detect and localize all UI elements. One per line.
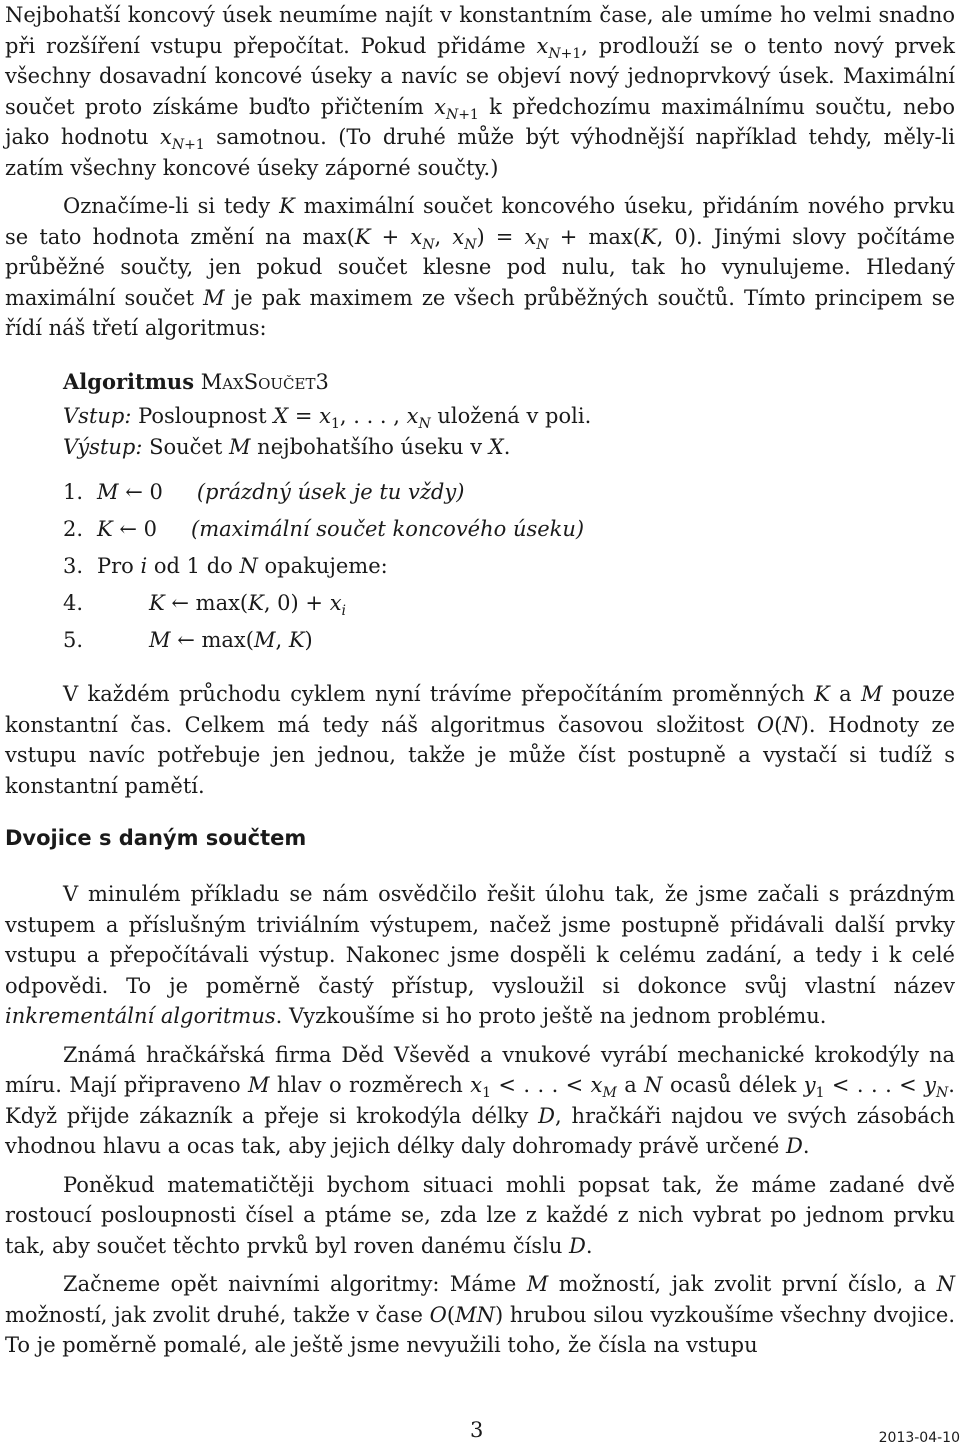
document-date: 2013-04-10 [878,1430,960,1446]
paragraph: V minulém příkladu se nám osvědčilo řešit úlohu tak, že jsme začali s prázdným vstupem a příslušným triviálním výstupem, načež jsme postupně přidávali další prvky vstupu a přepočítávali výstup. Nakonec jsme dospěli k celému zadání, a tedy i k celé odpovědi. To je poměrně častý přístup, vysloužil si dokonce svůj vlastní název inkrementální algoritmus. Vyzkoušíme si ho proto ještě na jednom problému. [5,882,955,1028]
page-number: 3 [470,1418,484,1442]
paragraph: V každém průchodu cyklem nyní trávíme přepočítáním proměnných K a M pouze konstantní čas. Celkem má tedy náš algoritmus časovou složitost O(N). Hodnoty ze vstupu navíc potřebuje jen jednou, takže je může číst postupně a vystačí si tudíž s konstantní pamětí. [5,682,956,798]
algorithm-title: Algoritmus MaxSoučet3 [63,368,329,394]
paragraph: Poněkud matematičtěji bychom situaci mohli popsat tak, že máme zadané dvě rostoucí posloupnosti čísel a ptáme se, zda lze z každé z nich vybrat po jednom prvku tak, aby součet těchto prvků byl roven danému číslu D. [5,1172,955,1258]
paragraph: Začneme opět naivními algoritmy: Máme M možností, jak zvolit první číslo, a N možností, jak zvolit druhé, takže v čase O(MN) hrubou silou vyzkoušíme všechny dvojice. To je poměrně pomalé, ale ještě jsme nevyužili toho, že čísla na vstupu [5,1272,956,1357]
algorithm-step: 4. K ← max(K, $0) + x_i$ [63,591,347,620]
algorithm-step: 3. Pro i od 1 do N opakujeme: [63,554,388,578]
algorithm-step: 1. M ← 0 (prázdný úsek je tu vždy) [63,480,465,504]
algorithm-step: 5. M ← max(M, K) [63,628,313,652]
algorithm-block [63,367,955,660]
algorithm-steps [63,474,955,659]
paragraph: Nejbohatší koncový úsek neumíme najít v konstantním čase, ale umíme ho velmi snadno při rozšíření vstupu přepočítat. Pokud přidáme $x_{N+1}$, prodlouží se o tento nový prvek všechny dosavadní koncové úseky a navíc se objeví nový jednoprvkový úsek. Maximální součet proto získáme buďto přičtením $x_{N+1}$ k předchozímu maximálnímu součtu, nebo jako hodnotu $x_{N+1}$ samotnou. (To druhé může být výhodnější například tehdy, měly-li zatím všechny koncové úseky záporné součty.) [5,3,955,180]
paragraph: Označíme-li si tedy K maximální součet koncového úseku, přidáním nového prvku se tato hodnota změní na $\max(K + x_N$, $x_N) = x_N + \max(K$, 0). Jinými slovy počítáme průběžné součty, jen pokud součet klesne pod nulu, tak ho vynulujeme. Hledaný maximální součet M je pak maximem ze všech průběžných součtů. Tímto principem se řídí náš třetí algoritmus: [5,194,956,340]
algorithm-input: Vstup: Posloupnost $X = x_1$, . . . , $x_N$ uložená v poli. [63,404,592,433]
document-page [5,0,955,1361]
section-title: Dvojice s daným součtem [5,826,307,850]
algorithm-step: 2. K ← 0 (maximální součet koncového úseku) [63,517,585,541]
paragraph: Známá hračkářská firma Děd Vševěd a vnukové vyrábí mechanické krokodýly na míru. Mají připraveno M hlav o rozměrech $x_1$ < . . . < $x_M$ a N ocasů délek $y_1$ < . . . < $y_N$. Když přijde zákazník a přeje si krokodýla délky D, hračkáři najdou ve svých zásobách vhodnou hlavu a ocas tak, aby jejich délky daly dohromady právě určené D. [5,1042,955,1158]
algorithm-output: Výstup: Součet M nejbohatšího úseku v X. [63,434,511,459]
page-footer [0,1418,960,1448]
